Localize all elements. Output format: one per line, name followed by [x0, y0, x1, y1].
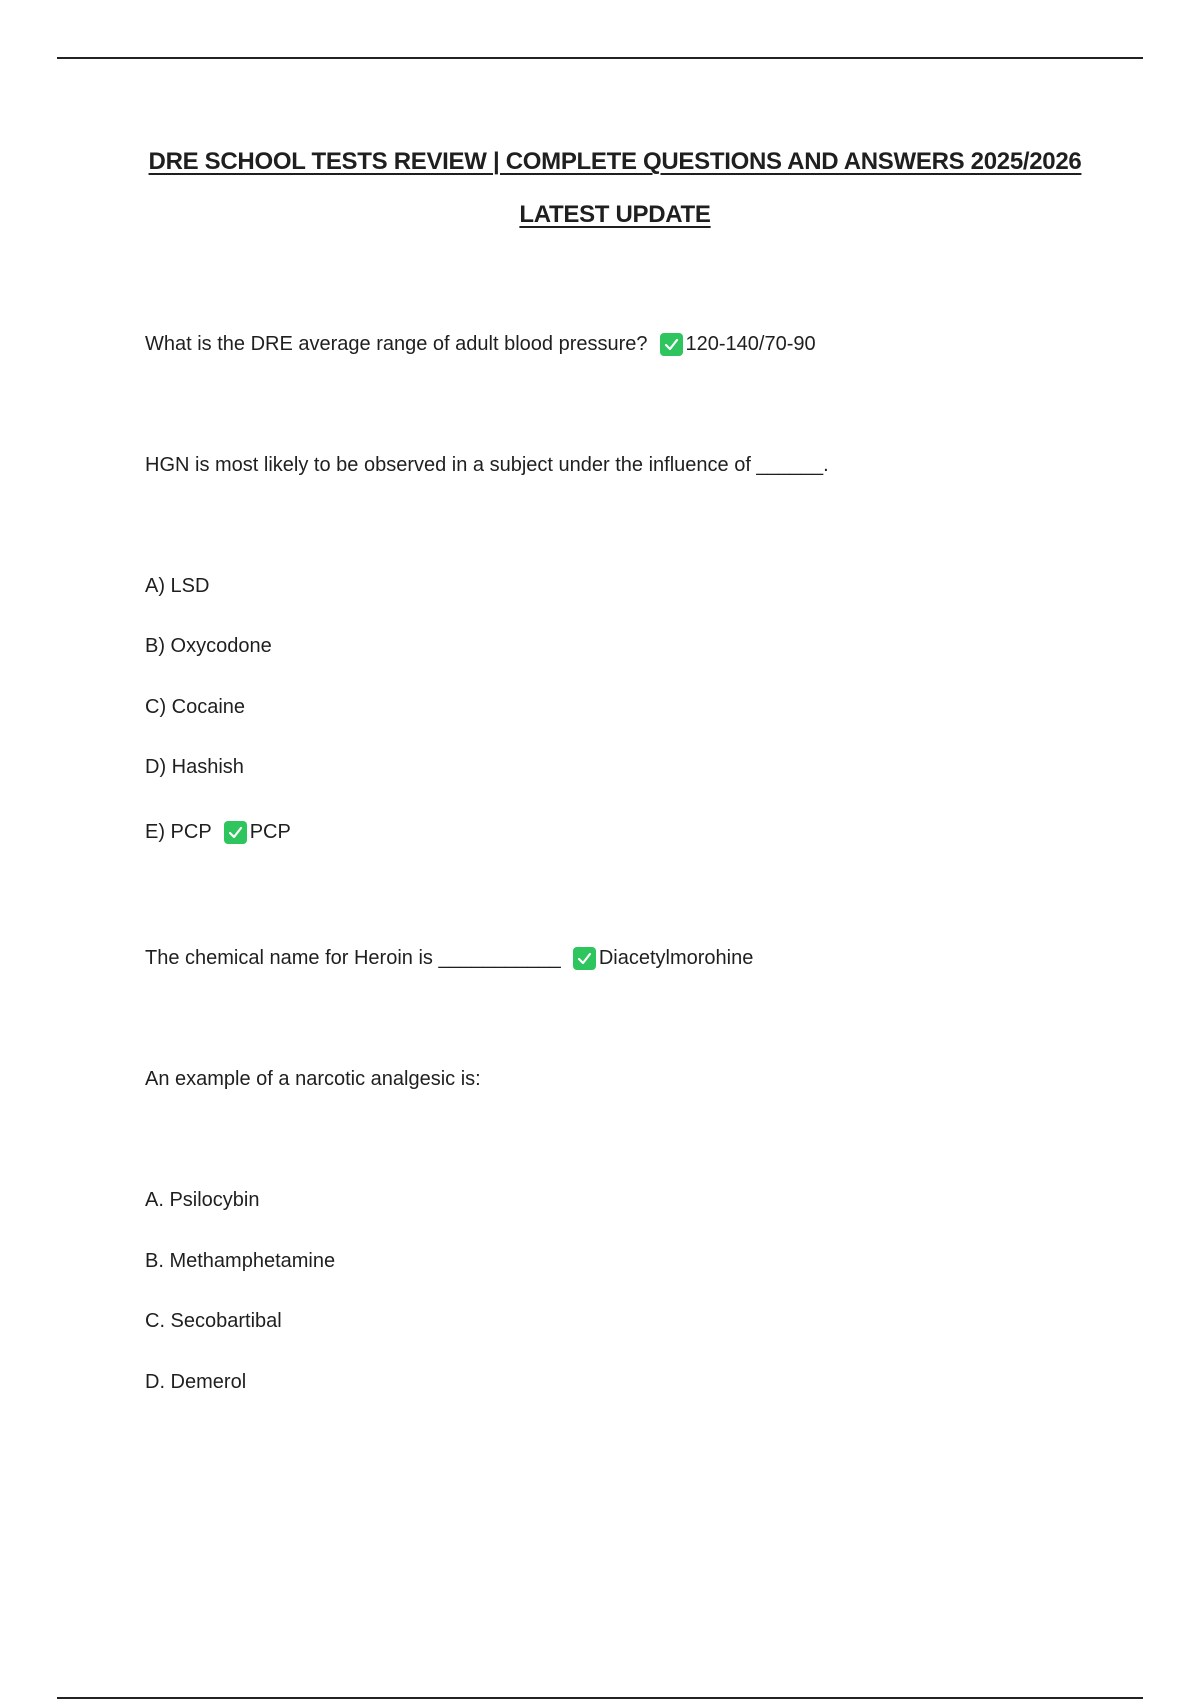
question-4-option-a — [145, 1187, 260, 1213]
option-label: A) LSD — [145, 575, 210, 597]
question-4-option-c — [145, 1308, 282, 1334]
option-label: D) Hashish — [145, 756, 244, 778]
question-2-option-d — [145, 754, 244, 780]
question-1-text: What is the DRE average range of adult blood pressure? — [145, 333, 648, 355]
question-2-option-a — [145, 573, 209, 599]
check-mark-icon — [224, 821, 247, 844]
bottom-rule — [57, 1697, 1143, 1699]
question-4-option-b — [145, 1248, 335, 1274]
check-mark-icon — [660, 333, 683, 356]
question-2-option-e — [145, 819, 291, 845]
option-label: A. Psilocybin — [145, 1189, 260, 1211]
question-2 — [145, 452, 829, 478]
question-2-option-b — [145, 633, 272, 659]
page-title-line-2: LATEST UPDATE — [519, 201, 711, 228]
option-label: D. Demerol — [145, 1371, 247, 1393]
page-title-line-1: DRE SCHOOL TESTS REVIEW | COMPLETE QUESTIONS AND ANSWERS 2025/2026 — [148, 148, 1082, 175]
question-3-text: The chemical name for Heroin is ___________ — [145, 947, 561, 969]
question-3-answer: Diacetylmorohine — [598, 947, 754, 969]
question-1-answer: 120-140/70-90 — [685, 333, 816, 355]
question-4-text: An example of a narcotic analgesic is: — [145, 1068, 481, 1090]
question-4-option-d — [145, 1369, 246, 1395]
question-2-text: HGN is most likely to be observed in a subject under the influence of ______. — [145, 454, 829, 476]
question-3 — [145, 945, 753, 971]
question-4 — [145, 1066, 481, 1092]
question-2-answer: PCP — [249, 821, 291, 843]
question-2-option-c — [145, 694, 245, 720]
option-label: C) Cocaine — [145, 696, 246, 718]
option-label: B. Methamphetamine — [145, 1250, 336, 1272]
check-mark-icon — [573, 947, 596, 970]
option-label: E) PCP — [145, 821, 212, 843]
option-label: B) Oxycodone — [145, 635, 272, 657]
option-label: C. Secobartibal — [145, 1310, 282, 1332]
top-rule — [57, 57, 1143, 59]
question-1 — [145, 331, 816, 357]
